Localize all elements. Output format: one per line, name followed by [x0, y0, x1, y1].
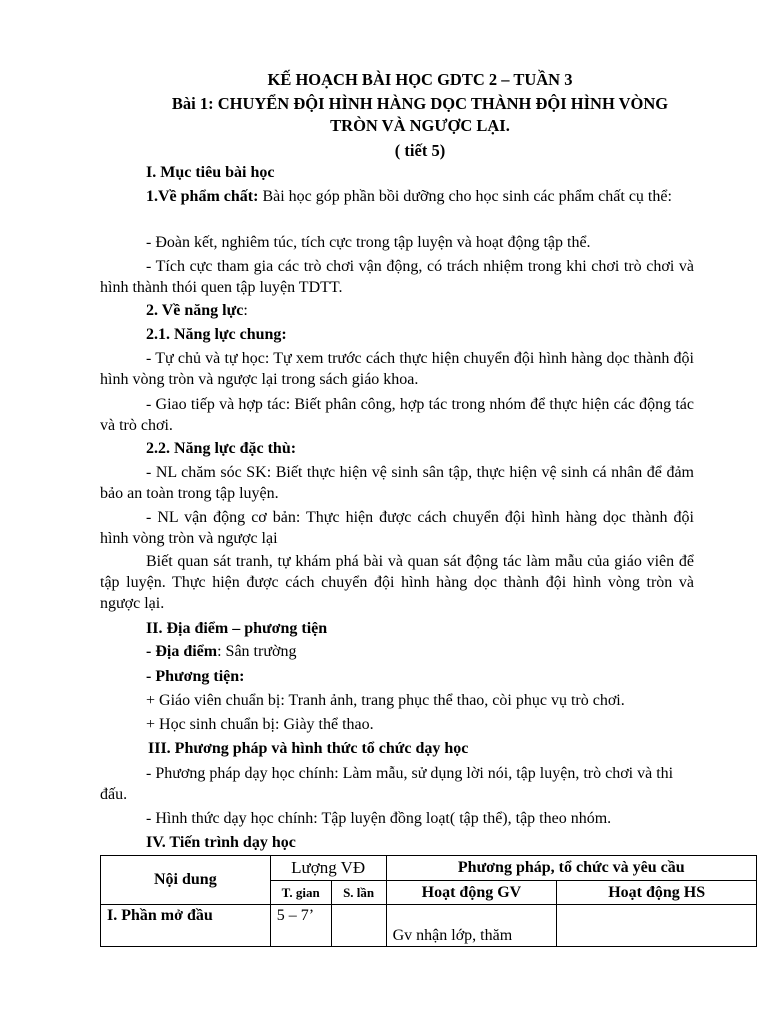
general-competence-item-2: - Giao tiếp và hợp tác: Biết phân công, hợp tác trong nhóm để thực hiện các động tác và trò chơi.	[100, 396, 694, 434]
place-label: - Địa điểm	[146, 643, 218, 660]
equipment-teacher: + Giáo viên chuẩn bị: Tranh ảnh, trang phục thể thao, còi phục vụ trò chơi.	[146, 692, 625, 709]
table-header-row-1	[101, 856, 757, 881]
place-text: : Sân trường	[217, 643, 297, 660]
header-student-activity: Hoạt động HS	[557, 881, 757, 905]
method-item-2: - Hình thức dạy học chính: Tập luyện đồng loạt( tập thể), tập theo nhóm.	[146, 810, 612, 827]
competence-heading-colon: :	[243, 302, 248, 319]
row-times	[331, 905, 386, 947]
section-1-heading: I. Mục tiêu bài học	[146, 164, 275, 181]
competence-heading	[100, 300, 694, 321]
lesson-title-line1: Bài 1: CHUYỂN ĐỘI HÌNH HÀNG DỌC THÀNH ĐỘI HÌNH VÒNG	[171, 94, 669, 113]
header-time: T. gian	[270, 881, 331, 905]
specific-competence-item-2: - NL vận động cơ bản: Thực hiện được cách chuyển đội hình hàng dọc thành đội hình vòng tròn và ngược lại	[100, 509, 694, 547]
header-method: Phương pháp, tổ chức và yêu cầu	[386, 856, 756, 881]
section-3-heading: III. Phương pháp và hình thức tổ chức dạy học	[148, 740, 469, 757]
table-row	[101, 905, 757, 947]
specific-competence-item-1: - NL chăm sóc SK: Biết thực hiện vệ sinh sân tập, thực hiện vệ sinh cá nhân để đảm bảo an toàn trong tập luyện.	[100, 464, 694, 502]
header-teacher-activity: Hoạt động GV	[386, 881, 557, 905]
quality-item-1: - Đoàn kết, nghiêm túc, tích cực trong tập luyện và hoạt động tập thể.	[146, 234, 591, 251]
lesson-plan-title: KẾ HOẠCH BÀI HỌC GDTC 2 – TUẦN 3	[267, 70, 573, 89]
section-2-heading: II. Địa điểm – phương tiện	[146, 620, 328, 637]
general-competence-heading: 2.1. Năng lực chung:	[146, 326, 287, 343]
qualities-text: Bài học góp phần bồi dưỡng cho học sinh các phẩm chất cụ thể:	[258, 188, 672, 205]
row-content: I. Phần mở đầu	[101, 905, 271, 947]
qualities-label: 1.Về phẩm chất:	[146, 188, 259, 205]
row-time: 5 – 7’	[270, 905, 331, 947]
lesson-title	[120, 93, 720, 137]
lesson-period: ( tiết 5)	[394, 141, 446, 160]
qualities-paragraph	[100, 186, 694, 207]
header-content: Nội dung	[101, 856, 271, 905]
row-student-activity	[557, 905, 757, 947]
competence-heading-text: 2. Về năng lực	[146, 302, 244, 319]
lesson-plan-table	[100, 855, 757, 947]
equipment-student: + Học sinh chuẩn bị: Giày thể thao.	[146, 716, 374, 733]
specific-competence-heading: 2.2. Năng lực đặc thù:	[146, 440, 297, 457]
place-line	[100, 641, 694, 662]
general-competence-item-1: - Tự chủ và tự học: Tự xem trước cách thực hiện chuyển đội hình hàng dọc thành đội hình vòng tròn và ngược lại trong sách giáo khoa.	[100, 350, 694, 388]
equipment-heading: - Phương tiện:	[146, 668, 245, 685]
method-item-1: - Phương pháp dạy học chính: Làm mẫu, sử dụng lời nói, tập luyện, trò chơi và thi đấu.	[100, 765, 674, 803]
lesson-title-line2: TRÒN VÀ NGƯỢC LẠI.	[330, 116, 510, 135]
header-times: S. lần	[331, 881, 386, 905]
quality-item-2: - Tích cực tham gia các trò chơi vận động, có trách nhiệm trong khi chơi trò chơi và hình thành thói quen tập luyện TDTT.	[100, 258, 694, 296]
header-amount: Lượng VĐ	[270, 856, 386, 881]
row-teacher-activity: Gv nhận lớp, thăm	[386, 905, 557, 947]
section-4-heading: IV. Tiến trình dạy học	[146, 834, 296, 851]
specific-competence-item-3: Biết quan sát tranh, tự khám phá bài và quan sát động tác làm mẫu của giáo viên để tập luyện. Thực hiện được cách chuyển đội hình hàng dọc thành đội hình vòng tròn và ngược lại.	[100, 553, 694, 612]
